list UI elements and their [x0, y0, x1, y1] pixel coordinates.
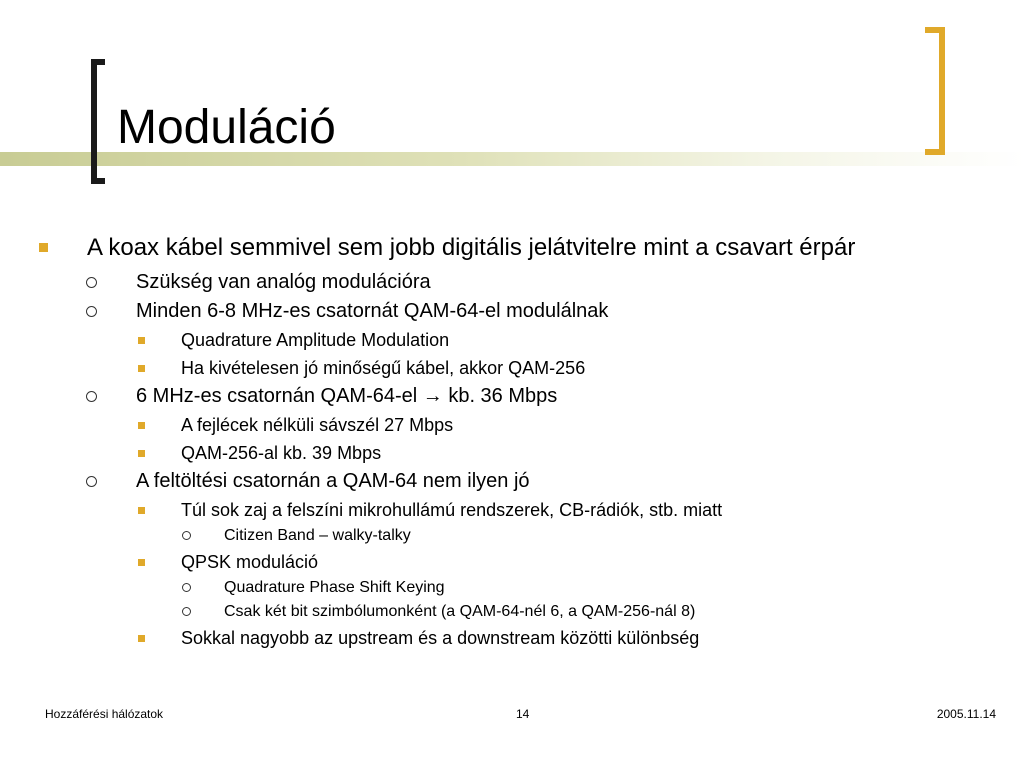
- bullet-text: Csak két bit szimbólumonként (a QAM-64-nél 6, a QAM-256-nál 8): [224, 603, 696, 620]
- bullet-item: [0, 228, 1024, 268]
- bullet-item: [0, 524, 1024, 548]
- bullet-item: [0, 382, 1024, 411]
- bullet-item: [0, 411, 1024, 439]
- bullet-item: [0, 548, 1024, 576]
- square-bullet-icon: [138, 422, 145, 429]
- square-bullet-icon: [138, 365, 145, 372]
- bullet-list: [0, 228, 1024, 652]
- square-bullet-icon: [39, 243, 48, 252]
- square-bullet-icon: [138, 450, 145, 457]
- ring-bullet-icon: [86, 476, 97, 487]
- footer-page-number: 14: [516, 707, 530, 721]
- ring-bullet-icon: [182, 583, 191, 592]
- square-bullet-icon: [138, 337, 145, 344]
- bullet-text: Minden 6-8 MHz-es csatornát QAM-64-el modulálnak: [136, 300, 609, 322]
- footer-date: 2005.11.14: [936, 707, 996, 721]
- slide-title: Moduláció: [117, 101, 336, 154]
- square-bullet-icon: [138, 559, 145, 566]
- bullet-item: [0, 600, 1024, 624]
- bullet-text: Citizen Band – walky-talky: [224, 527, 411, 544]
- ring-bullet-icon: [86, 306, 97, 317]
- bullet-text: QPSK moduláció: [181, 552, 319, 572]
- bullet-text: QAM-256-al kb. 39 Mbps: [181, 443, 382, 463]
- right-bracket-decoration: [925, 27, 945, 155]
- bullet-text: Quadrature Amplitude Modulation: [181, 330, 450, 350]
- bullet-text: Sokkal nagyobb az upstream és a downstream közötti különbség: [181, 628, 700, 648]
- footer-course-title: Hozzáférési hálózatok: [45, 707, 164, 721]
- bullet-item: [0, 268, 1024, 297]
- bullet-text: Túl sok zaj a felszíni mikrohullámú rendszerek, CB-rádiók, stb. miatt: [181, 500, 723, 520]
- bullet-item: [0, 326, 1024, 354]
- bullet-text: Quadrature Phase Shift Keying: [224, 579, 445, 596]
- bullet-text: Ha kivételesen jó minőségű kábel, akkor QAM-256: [181, 358, 586, 378]
- ring-bullet-icon: [86, 391, 97, 402]
- bullet-text: 6 MHz-es csatornán QAM-64-el → kb. 36 Mbps: [136, 385, 558, 407]
- left-bracket-decoration: [91, 59, 105, 184]
- bullet-item: [0, 354, 1024, 382]
- square-bullet-icon: [138, 507, 145, 514]
- bullet-item: [0, 467, 1024, 496]
- bullet-item: [0, 576, 1024, 600]
- ring-bullet-icon: [182, 531, 191, 540]
- bullet-item: [0, 297, 1024, 326]
- bullet-text: A koax kábel semmivel sem jobb digitális jelátvitelre mint a csavart érpár: [87, 234, 856, 261]
- bullet-text: A fejlécek nélküli sávszél 27 Mbps: [181, 415, 454, 435]
- ring-bullet-icon: [86, 277, 97, 288]
- bullet-item: [0, 496, 1024, 524]
- bullet-text: A feltöltési csatornán a QAM-64 nem ilyen jó: [136, 470, 530, 492]
- bullet-item: [0, 624, 1024, 652]
- bullet-text: Szükség van analóg modulációra: [136, 271, 431, 293]
- ring-bullet-icon: [182, 607, 191, 616]
- square-bullet-icon: [138, 635, 145, 642]
- bullet-item: [0, 439, 1024, 467]
